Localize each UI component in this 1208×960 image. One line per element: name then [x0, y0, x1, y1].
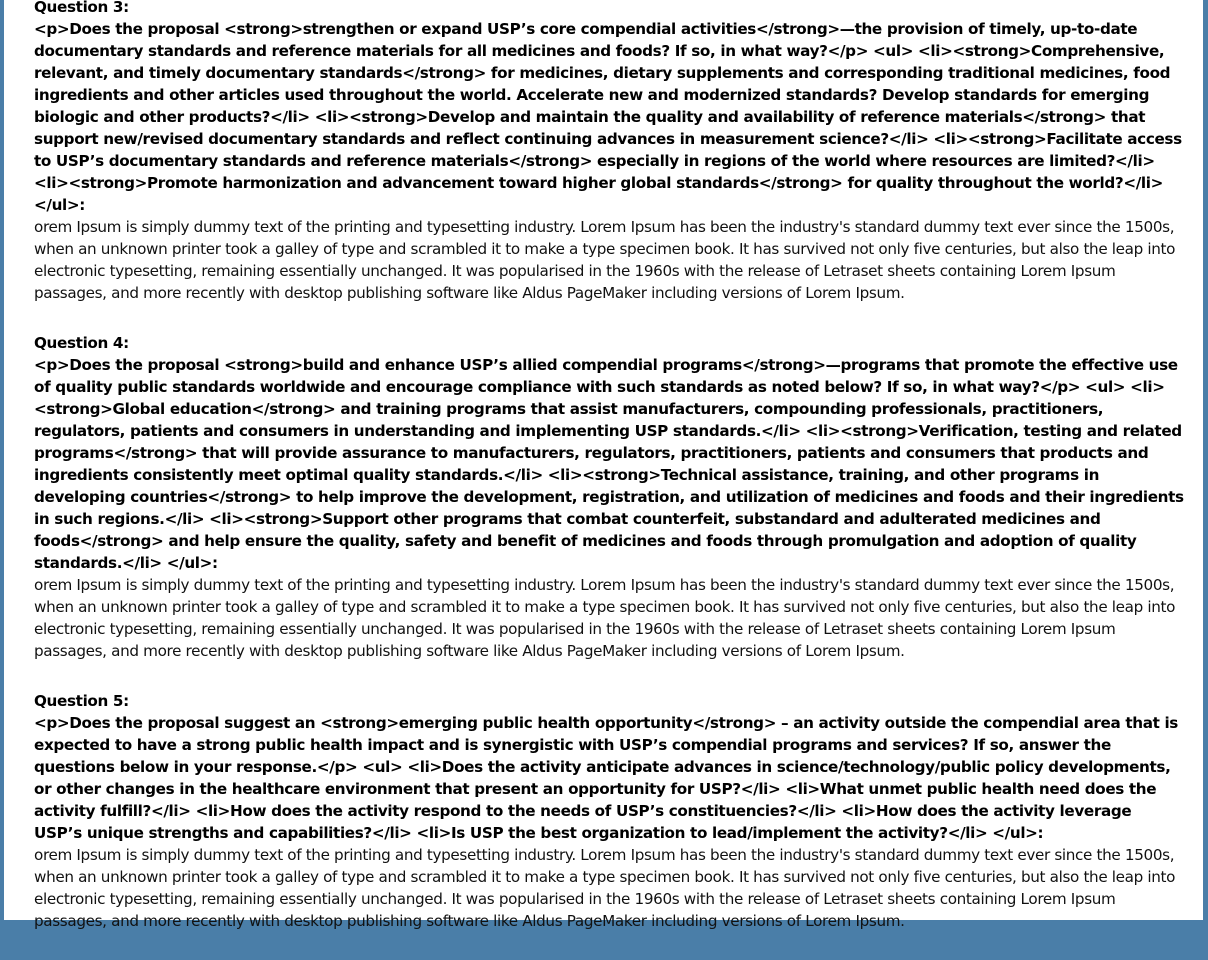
- answer-text: orem Ipsum is simply dummy text of the printing and typesetting industry. Lorem Ipsum has been the industry's standard dummy text ever since the 1500s, when an unknown printer took a galley of type and scrambled it to make a type specimen book. It has survived not only five centuries, but also the leap into electronic typesetting, remaining essentially unchanged. It was popularised in the 1960s with the release of Letraset sheets containing Lorem Ipsum passages, and more recently with desktop publishing software like Aldus PageMaker including versions of Lorem Ipsum.: [34, 576, 1176, 660]
- question-text: <p>Does the proposal <strong>build and enhance USP’s allied compendial programs</strong>—programs that promote the effective use of quality public standards worldwide and encourage compliance with such standards as noted below? If so, in what way?</p> <ul> <li><strong>Global education</strong> and training programs that assist manufacturers, compounding professionals, practitioners, regulators, patients and consumers in understanding and implementing USP standards.</li> <li><strong>Verification, testing and related programs</strong> that will provide assurance to manufacturers, regulators, practitioners, patients and consumers that products and ingredients consistently meet optimal quality standards.</li> <li><strong>Technical assistance, training, and other programs in developing countries</strong> to help improve the development, registration, and utilization of medicines and foods and their ingredients in such regions.</li> <li><strong>Support other programs that combat counterfeit, substandard and adulterated medicines and foods</strong> and help ensure the quality, safety and benefit of medicines and foods through promulgation and adoption of quality standards.</li> </ul>:: [34, 356, 1184, 572]
- question-label: Question 3:: [34, 0, 129, 16]
- question-list: [34, 0, 1184, 960]
- question-label: Question 4:: [34, 334, 129, 352]
- answer-text: orem Ipsum is simply dummy text of the printing and typesetting industry. Lorem Ipsum has been the industry's standard dummy text ever since the 1500s, when an unknown printer took a galley of type and scrambled it to make a type specimen book. It has survived not only five centuries, but also the leap into electronic typesetting, remaining essentially unchanged. It was popularised in the 1960s with the release of Letraset sheets containing Lorem Ipsum passages, and more recently with desktop publishing software like Aldus PageMaker including versions of Lorem Ipsum.: [34, 846, 1176, 930]
- answer-text: orem Ipsum is simply dummy text of the printing and typesetting industry. Lorem Ipsum has been the industry's standard dummy text ever since the 1500s, when an unknown printer took a galley of type and scrambled it to make a type specimen book. It has survived not only five centuries, but also the leap into electronic typesetting, remaining essentially unchanged. It was popularised in the 1960s with the release of Letraset sheets containing Lorem Ipsum passages, and more recently with desktop publishing software like Aldus PageMaker including versions of Lorem Ipsum.: [34, 218, 1176, 302]
- question-block-3: [34, 0, 1184, 304]
- question-block-5: [34, 690, 1184, 932]
- question-block-4: [34, 332, 1184, 662]
- question-text: <p>Does the proposal <strong>strengthen or expand USP’s core compendial activities</strong>—the provision of timely, up-to-date documentary standards and reference materials for all medicines and foods? If so, in what way?</p> <ul> <li><strong>Comprehensive, relevant, and timely documentary standards</strong> for medicines, dietary supplements and corresponding traditional medicines, food ingredients and other articles used throughout the world. Accelerate new and modernized standards? Develop standards for emerging biologic and other products?</li> <li><strong>Develop and maintain the quality and availability of reference materials</strong> that support new/revised documentary standards and reflect continuing advances in measurement science?</li> <li><strong>Facilitate access to USP’s documentary standards and reference materials</strong> especially in regions of the world where resources are limited?</li> <li><strong>Promote harmonization and advancement toward higher global standards</strong> for quality throughout the world?</li> </ul>:: [34, 20, 1182, 214]
- question-label: Question 5:: [34, 692, 129, 710]
- content-panel: [4, 0, 1203, 930]
- question-text: <p>Does the proposal suggest an <strong>emerging public health opportunity</strong> – an activity outside the compendial area that is expected to have a strong public health impact and is synergistic with USP’s compendial programs and services? If so, answer the questions below in your response.</p> <ul> <li>Does the activity anticipate advances in science/technology/public policy developments, or other changes in the healthcare environment that present an opportunity for USP?</li> <li>What unmet public health need does the activity fulfill?</li> <li>How does the activity respond to the needs of USP’s constituencies?</li> <li>How does the activity leverage USP’s unique strengths and capabilities?</li> <li>Is USP the best organization to lead/implement the activity?</li> </ul>:: [34, 714, 1178, 842]
